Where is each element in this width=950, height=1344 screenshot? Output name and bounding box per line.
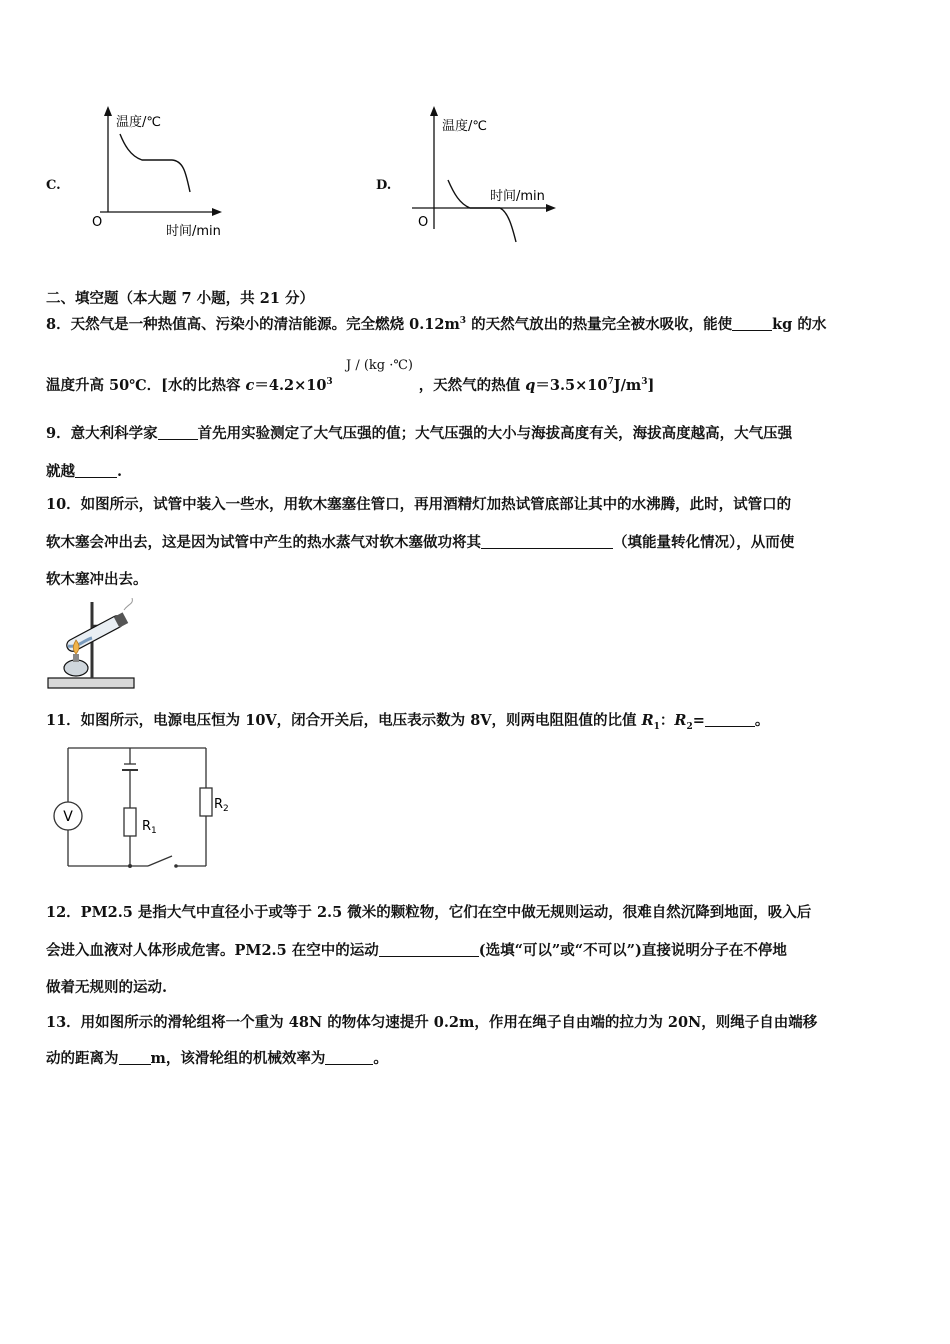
graph-c-ylabel: 温度/℃ <box>116 115 161 130</box>
graph-c <box>80 104 250 244</box>
junction-bottom <box>128 864 132 868</box>
option-d-label: D. <box>376 178 392 193</box>
q10-answer-blank[interactable] <box>481 534 613 549</box>
question-12-line-1: 12．PM2.5 是指大气中直径小于或等于 2.5 微米的颗粒物，它们在空中做无规则运动，很难自然沉降到地面，吸入后 <box>46 904 812 921</box>
q13-answer-blank-1[interactable] <box>119 1050 151 1065</box>
question-13-line-2: 动的距离为 m，该滑轮组的机械效率为 。 <box>46 1050 388 1067</box>
question-12-line-3: 做着无规则的运动. <box>46 979 168 996</box>
graph-d-origin: O <box>418 215 429 230</box>
q12-answer-blank[interactable] <box>379 942 479 957</box>
question-8-line-2: 温度升高 50℃．[水的比热容 $c=4.2\times 10^3$ ，天然气的热值 $q=3.5\times 10^7J/m^3$] <box>46 377 655 394</box>
q9-answer-blank-1[interactable] <box>158 425 198 440</box>
q9-answer-blank-2[interactable] <box>75 463 117 478</box>
question-9-line-2: 就越 . <box>46 463 123 480</box>
question-10-line-2: 软木塞会冲出去，这是因为试管中产生的热水蒸气对软木塞做功将其 （填能量转化情况），从而使 <box>46 534 795 551</box>
graph-c-x-arrow <box>212 208 222 216</box>
q8-specific-heat-unit: J / (kg ·℃) <box>346 358 414 373</box>
question-11-text: 11．如图所示，电源电压恒为 10V，闭合开关后，电压表示数为 8V，则两电阻阻值的比值 $R_1$：$R_2=$ 。 <box>46 712 770 732</box>
q8-answer-blank[interactable] <box>732 316 772 331</box>
question-13-line-1: 13．用如图所示的滑轮组将一个重为 48N 的物体匀速提升 0.2m，作用在绳子自由端的拉力为 20N，则绳子自由端移 <box>46 1014 818 1031</box>
steam-wisp <box>124 598 132 610</box>
test-tube-apparatus-figure <box>44 598 138 692</box>
graph-c-xlabel: 时间/min <box>166 224 221 239</box>
switch-contact <box>174 864 178 868</box>
section-title: 二、填空题（本大题 7 小题，共 21 分） <box>46 290 314 307</box>
graph-c-origin: O <box>92 215 103 230</box>
graph-d-x-arrow <box>546 204 556 212</box>
graph-c-y-arrow <box>104 106 112 116</box>
stand-base <box>48 678 134 688</box>
switch-blade <box>148 856 172 866</box>
question-10-line-3: 软木塞冲出去。 <box>46 571 148 588</box>
graph-d-ylabel: 温度/℃ <box>442 119 487 134</box>
graph-d <box>404 104 584 244</box>
graph-d-xlabel: 时间/min <box>490 189 545 204</box>
r2-label: $R_2$ <box>214 797 229 814</box>
alcohol-lamp <box>64 660 88 676</box>
r1-label: $R_1$ <box>142 819 157 836</box>
q13-answer-blank-2[interactable] <box>325 1050 373 1065</box>
circuit-diagram <box>44 744 244 872</box>
option-c-label: C. <box>46 178 61 193</box>
voltmeter-label: V <box>63 809 73 825</box>
q11-answer-blank[interactable] <box>705 712 755 727</box>
lamp-wick-holder <box>73 654 79 662</box>
resistor-r1 <box>124 808 136 836</box>
resistor-r2 <box>200 788 212 816</box>
question-8-line-1: 8．天然气是一种热值高、污染小的清洁能源。完全燃烧 $0.12m^3$ 的天然气放出的热量完全被水吸收，能使 kg 的水 <box>46 316 827 333</box>
question-9-line-1: 9．意大利科学家 首先用实验测定了大气压强的值；大气压强的大小与海拔高度有关，海拔高度越高，大气压强 <box>46 425 793 442</box>
question-12-line-2: 会进入血液对人体形成危害。PM2.5 在空中的运动 (选填“可以”或“不可以”)直接说明分子在不停地 <box>46 942 787 959</box>
question-10-line-1: 10．如图所示，试管中装入一些水，用软木塞塞住管口，再用酒精灯加热试管底部让其中的水沸腾，此时，试管口的 <box>46 496 792 513</box>
graph-d-y-arrow <box>430 106 438 116</box>
graph-c-curve <box>120 134 190 192</box>
